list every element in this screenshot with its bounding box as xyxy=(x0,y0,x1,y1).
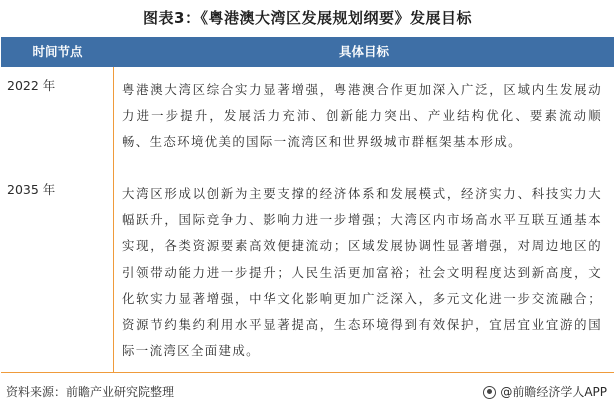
header-target: 具体目标 xyxy=(338,44,389,59)
brand-mark xyxy=(483,382,607,402)
target-cell: 大湾区形成以创新为主要支撑的经济体系和发展模式，经济实力、科技实力大幅跃升，国际竞争力、影响力进一步增强；大湾区内市场高水平互联互通基本实现，各类资源要素高效便捷流动；区域发展协调性显著增强，对周边地区的引领带动能力进一步提升；人民生活更加富裕；社会文明程度达到新高度，文化软实力显著增强，中华文化影响更加广泛深入，多元文化进一步交流融合；资源节约集约利用水平显著提高，生态环境得到有效保护，宜居宜业宜游的国际一流湾区全面建成。 xyxy=(122,186,602,359)
header-time: 时间节点 xyxy=(32,44,83,59)
row-divider xyxy=(1,372,614,373)
source-note: 资料来源：前瞻产业研究院整理 xyxy=(6,385,175,399)
table-header xyxy=(1,37,614,67)
brand-label: @前瞻经济学人APP xyxy=(500,385,607,399)
time-cell: 2022 年 xyxy=(1,67,114,171)
table-row xyxy=(1,67,614,171)
figure-title: 图表3：《粤港澳大湾区发展规划纲要》发展目标 xyxy=(143,9,472,27)
time-cell: 2035 年 xyxy=(1,171,114,372)
target-cell: 粤港澳大湾区综合实力显著增强，粤港澳合作更加深入广泛，区域内生发展动力进一步提升，发展活力充沛、创新能力突出、产业结构优化、要素流动顺畅、生态环境优美的国际一流湾区和世界级城市群框架基本形成。 xyxy=(122,82,602,150)
table-row xyxy=(1,171,614,372)
brand-logo-icon xyxy=(483,386,496,399)
